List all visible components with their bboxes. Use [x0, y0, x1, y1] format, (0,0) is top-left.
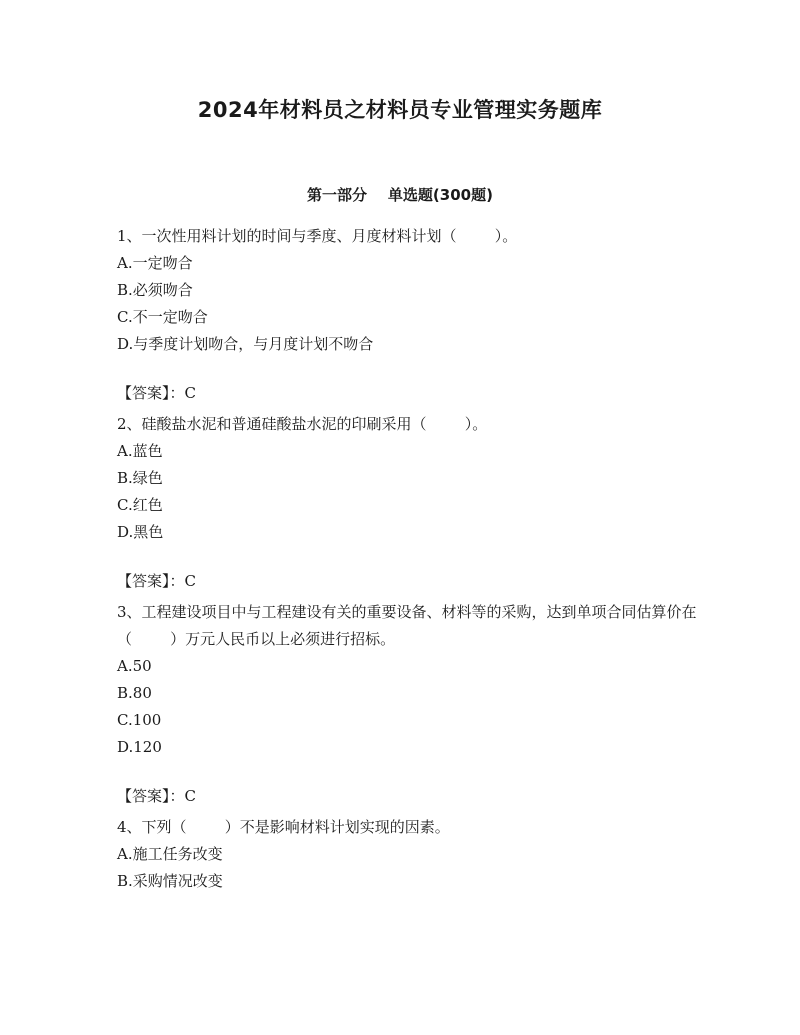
option-b: B.80: [117, 684, 152, 702]
option-b: B.采购情况改变: [117, 872, 223, 890]
question-stem: 2、硅酸盐水泥和普通硅酸盐水泥的印刷采用（ ）。: [117, 415, 488, 433]
question-3: [117, 599, 697, 810]
option-a: A.一定吻合: [117, 254, 193, 272]
answer: 【答案】：C: [117, 572, 196, 590]
question-1: [117, 223, 697, 407]
question-2: [117, 411, 697, 595]
option-b: B.必须吻合: [117, 281, 193, 299]
question-stem: 3、工程建设项目中与工程建设有关的重要设备、材料等的采购，达到单项合同估算价在（ ）万元人民币以上必须进行招标。: [117, 603, 697, 648]
question-stem: 4、下列（ ）不是影响材料计划实现的因素。: [117, 818, 450, 836]
option-a: A.50: [117, 657, 152, 675]
option-b: B.绿色: [117, 469, 163, 487]
option-d: D.120: [117, 738, 162, 756]
option-a: A.蓝色: [117, 442, 163, 460]
option-a: A.施工任务改变: [117, 845, 223, 863]
option-d: D.黑色: [117, 523, 164, 541]
option-c: C.不一定吻合: [117, 308, 208, 326]
question-stem: 1、一次性用料计划的时间与季度、月度材料计划（ ）。: [117, 227, 518, 245]
answer: 【答案】：C: [117, 384, 196, 402]
answer: 【答案】：C: [117, 787, 196, 805]
option-d: D.与季度计划吻合，与月度计划不吻合: [117, 335, 374, 353]
question-4: [117, 814, 697, 895]
option-c: C.100: [117, 711, 162, 729]
option-c: C.红色: [117, 496, 163, 514]
question-list: [117, 223, 697, 895]
document-title: 2024年材料员之材料员专业管理实务题库: [197, 98, 603, 122]
section-title: 第一部分 单选题(300题): [307, 186, 493, 204]
